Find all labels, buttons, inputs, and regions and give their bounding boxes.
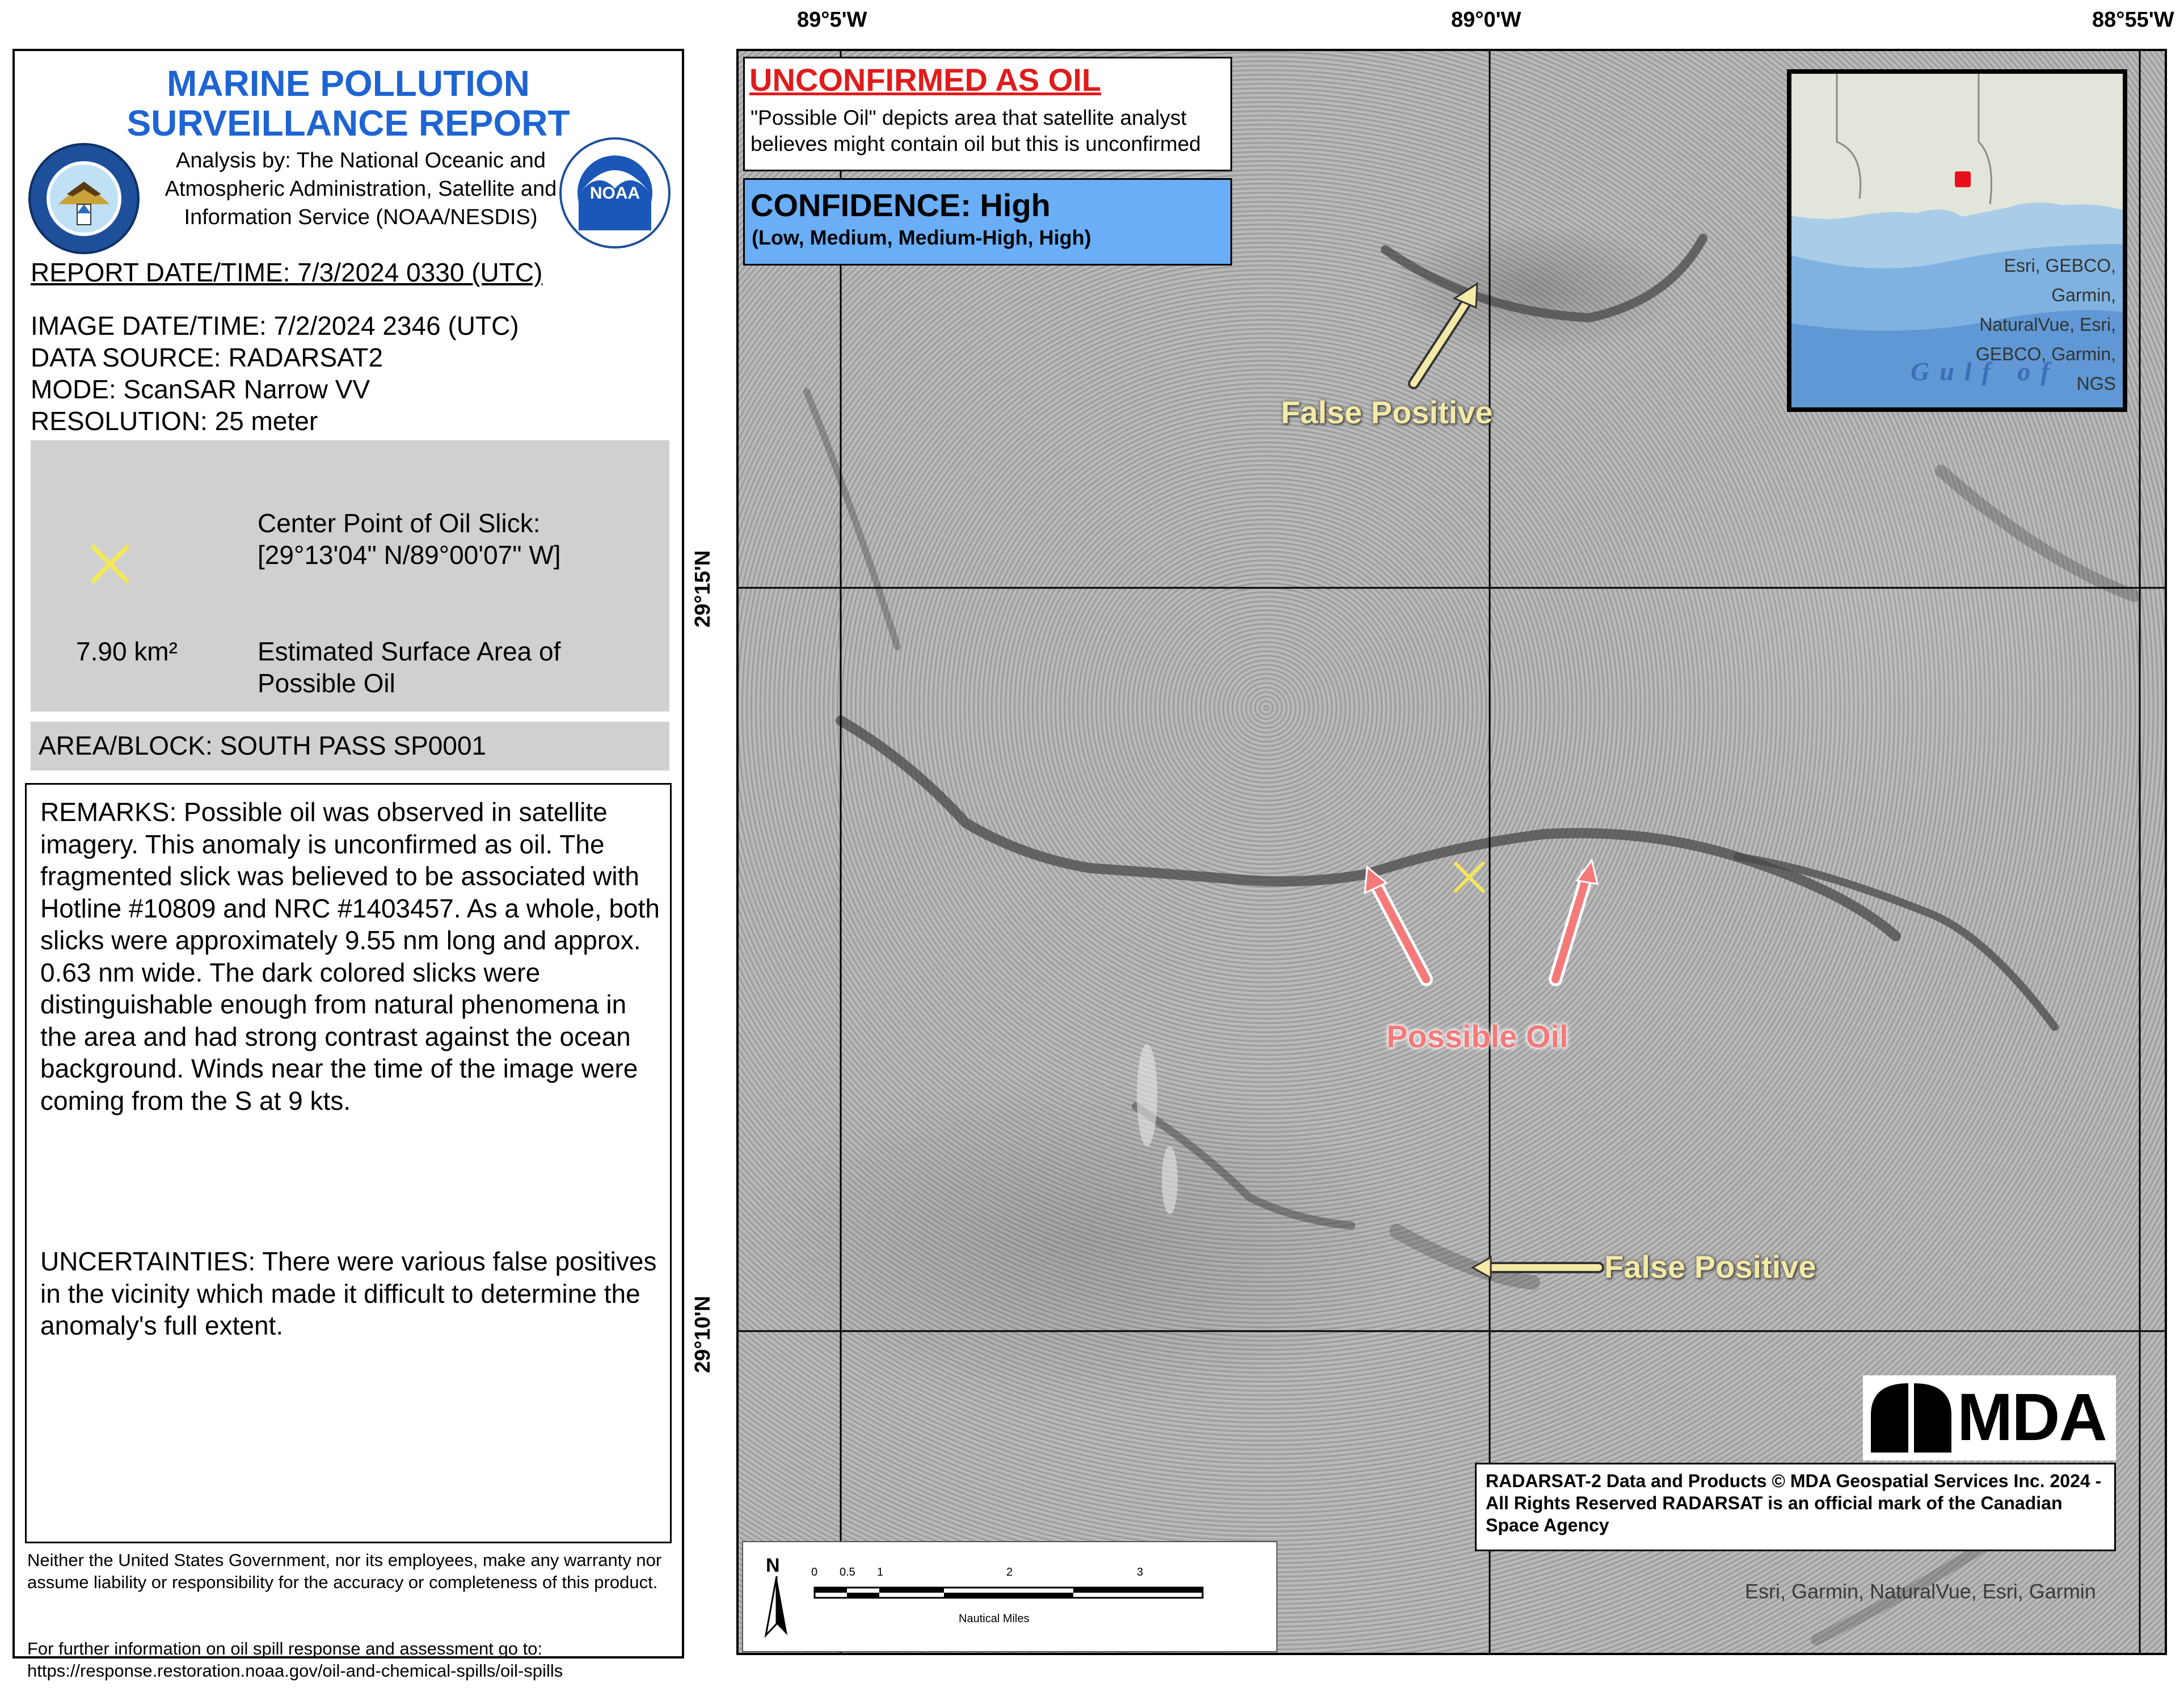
center-point-label: Center Point of Oil Slick: xyxy=(258,508,541,538)
scale-tick-0: 0 xyxy=(811,1566,818,1578)
further-info-text: For further information on oil spill response and assessment go to: https://response.restoration.noaa.gov/oil-and-chemical-spills/oil-spills xyxy=(27,1639,563,1681)
report-panel xyxy=(12,49,684,1681)
center-point-marker xyxy=(1454,862,1484,892)
longitude-label-89-0w: 89°0'W xyxy=(1451,8,1521,32)
image-resolution: RESOLUTION: 25 meter xyxy=(31,406,318,436)
analysis-line-1: Analysis by: The National Oceanic and xyxy=(176,149,546,172)
analysis-line-3: Information Service (NOAA/NESDIS) xyxy=(184,205,538,229)
remarks-box xyxy=(25,783,672,1543)
confidence-title: CONFIDENCE: High xyxy=(751,187,1051,223)
uncertainties-text: UNCERTAINTIES: There were various false positives in the vicinity which made it difficult to determine the anomaly's full extent. xyxy=(40,1247,657,1340)
center-point-x-icon xyxy=(87,541,133,587)
north-arrow-icon xyxy=(762,1576,791,1639)
annotation-arrows xyxy=(1365,284,1599,1278)
unconfirmed-notice xyxy=(743,57,1232,171)
scale-units: Nautical Miles xyxy=(959,1613,1030,1625)
noaa-seal-icon xyxy=(558,136,672,250)
inset-attribution: Esri, GEBCO, Garmin, NaturalVue, Esri, GEBCO, Garmin, NGS xyxy=(1975,255,2116,394)
area-block: AREA/BLOCK: SOUTH PASS SP0001 xyxy=(39,731,487,760)
legend-box xyxy=(31,440,669,712)
scale-tick-3: 3 xyxy=(1137,1566,1144,1578)
area-block-box xyxy=(31,722,669,771)
surface-area-value: 7.90 km² xyxy=(76,637,178,666)
mda-logo-text: MDA xyxy=(1957,1380,2106,1455)
disclaimer-text: Neither the United States Government, nor its employees, make any warranty nor assume liability or responsibility for the accuracy or completeness of this product. xyxy=(27,1550,662,1592)
report-title xyxy=(15,64,682,143)
unconfirmed-title: UNCONFIRMED AS OIL xyxy=(749,62,1102,98)
longitude-label-88-55w: 88°55'W xyxy=(2092,8,2174,32)
basemap-attribution: Esri, Garmin, NaturalVue, Esri, Garmin xyxy=(1745,1580,2096,1603)
imaging-mode: MODE: ScanSAR Narrow VV xyxy=(31,374,370,404)
mda-credit-box xyxy=(1475,1463,2116,1551)
confidence-levels: (Low, Medium, Medium-High, High) xyxy=(752,226,1091,249)
mda-logo-icon xyxy=(1869,1381,1954,1455)
scale-tick-1: 1 xyxy=(877,1566,884,1578)
false-positive-label-bottom: False Positive xyxy=(1604,1249,1816,1285)
scale-bar xyxy=(742,1541,1277,1652)
latitude-label-29-15n: 29°15'N xyxy=(691,550,715,628)
mda-logo xyxy=(1863,1375,2116,1460)
scale-bar-graphic xyxy=(806,1576,1271,1610)
inset-gulf-label: Gulf of xyxy=(1911,357,2060,386)
report-title-line2: SURVEILLANCE REPORT xyxy=(127,103,570,144)
inset-locator-map[interactable] xyxy=(1787,69,2127,412)
remarks-text: REMARKS: Possible oil was observed in satellite imagery. This anomaly is unconfirmed as oil. The fragmented slick was believed to be associated with Hotline #10809 and NRC #1403457. As a whole, both slicks were approximately 9.55 nm long and approx. 0.63 nm wide. The dark colored slicks were distinguishable enough from natural phenomena in the area and had strong contrast against the ocean background. Winds near the time of the image were coming from the S at 9 kts. xyxy=(40,797,660,1115)
latitude-label-29-10n: 29°10'N xyxy=(691,1295,715,1373)
analysis-line-2: Atmospheric Administration, Satellite and xyxy=(165,177,557,201)
north-label: N xyxy=(766,1555,780,1576)
confidence-box xyxy=(743,178,1232,266)
inset-location-marker xyxy=(1955,171,1971,187)
data-source: DATA SOURCE: RADARSAT2 xyxy=(31,343,383,372)
scale-tick-2: 2 xyxy=(1006,1566,1013,1578)
image-datetime: IMAGE DATE/TIME: 7/2/2024 2346 (UTC) xyxy=(31,311,519,340)
possible-oil-label: Possible Oil xyxy=(1386,1018,1569,1054)
center-point-coords: [29°13'04" N/89°00'07" W] xyxy=(258,540,561,570)
false-positive-label-top: False Positive xyxy=(1281,394,1493,430)
unconfirmed-description: "Possible Oil" depicts area that satellite analyst believes might contain oil but this is unconfirmed xyxy=(751,106,1201,155)
analysis-by-text xyxy=(151,146,571,231)
surface-area-label: Estimated Surface Area of Possible Oil xyxy=(258,637,561,698)
report-datetime: REPORT DATE/TIME: 7/3/2024 0330 (UTC) xyxy=(31,258,543,287)
commerce-seal-icon xyxy=(27,142,141,255)
report-title-line1: MARINE POLLUTION xyxy=(167,63,530,104)
mda-credit-text: RADARSAT-2 Data and Products © MDA Geospatial Services Inc. 2024 - All Rights Reserved RADARSAT is an official mark of the Canadian Space Agency xyxy=(1486,1471,2102,1535)
noaa-logo-text: NOAA xyxy=(589,184,640,203)
longitude-label-89-5w: 89°5'W xyxy=(797,8,867,32)
scale-tick-0-5: 0.5 xyxy=(840,1566,855,1578)
